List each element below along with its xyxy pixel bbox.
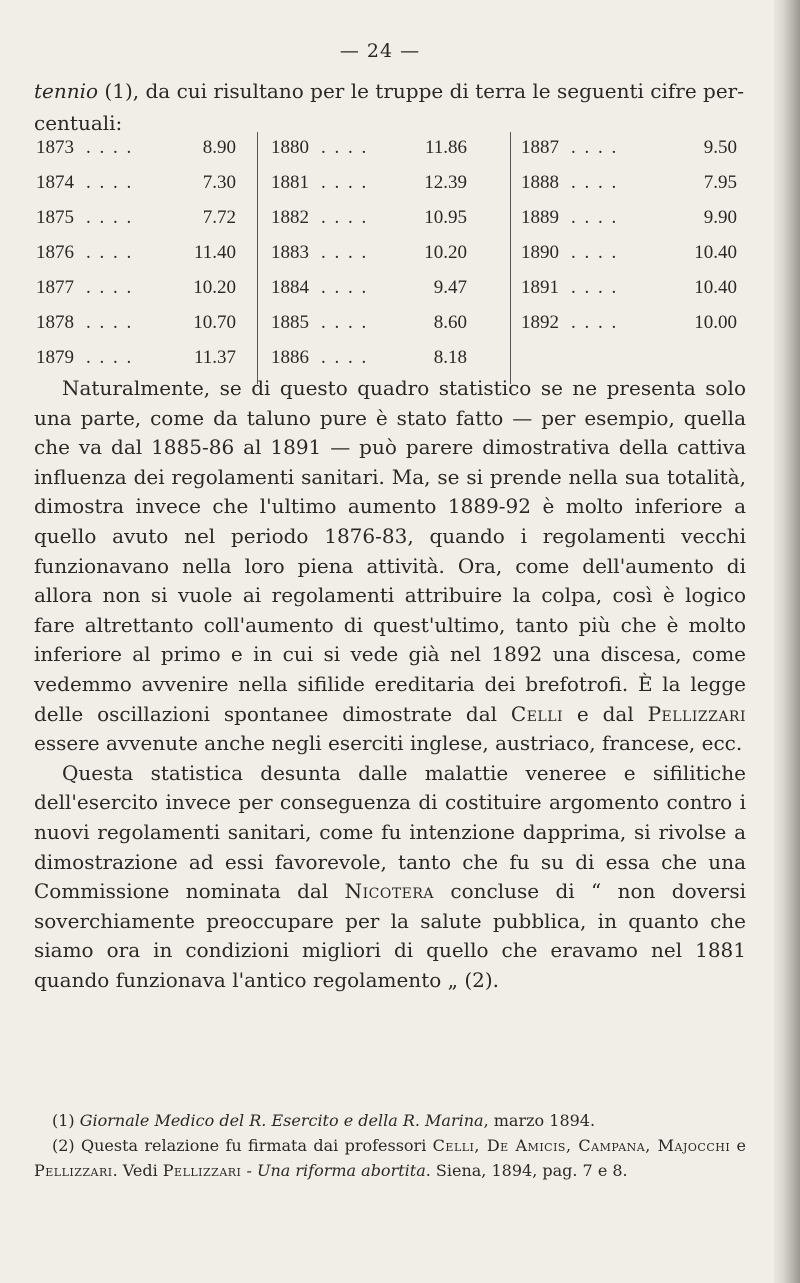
year-cell: 1874 [36,172,74,193]
text-run: (2) Questa relazione fu firmata dai professori [52,1136,433,1155]
text-run: e dal [563,701,648,726]
leader-dots: . . . . [86,277,134,298]
table-row [521,200,737,235]
year-cell: 1882 [271,207,309,228]
value-cell: 8.60 [433,312,467,333]
table-row [521,165,737,200]
year-cell: 1884 [271,277,309,298]
year-cell: 1890 [521,242,559,263]
author-name: Celli [510,701,564,726]
year-cell: 1877 [36,277,74,298]
leader-dots: . . . . [86,312,134,333]
text-run: . Vedi [112,1161,163,1180]
leader-dots: . . . . [571,242,619,263]
value-cell: 10.00 [694,312,737,333]
value-cell: 9.50 [703,137,737,158]
body-text [34,374,746,995]
table-row [271,130,467,165]
year-cell: 1879 [36,347,74,368]
year-cell: 1878 [36,312,74,333]
text-run: Questa statistica desunta dalle malattie veneree e sifilitiche dell'esercito invece per conseguenza di costituire argomento contro i nuovi regolamenti sanitari, come fu intenzione dapprima, si rivolse a dimostrazione ad essi favorevole, tanto che fu su di essa che una Commissione nominata dal [34,760,746,904]
leader-dots: . . . . [571,312,619,333]
leader-dots: . . . . [321,207,369,228]
year-cell: 1887 [521,137,559,158]
value-cell: 7.30 [202,172,236,193]
column-rule [257,132,258,384]
value-cell: 11.40 [193,242,236,263]
value-cell: 11.86 [424,137,467,158]
intro-italic: tennio [34,79,99,103]
table-row [271,270,467,305]
table-row [36,305,236,340]
table-row [36,235,236,270]
author-name: Pellizzari [647,701,746,726]
leader-dots: . . . . [321,242,369,263]
table-row [36,270,236,305]
book-title: Una riforma abortita [256,1161,426,1180]
leader-dots: . . . . [321,172,369,193]
year-cell: 1886 [271,347,309,368]
paragraph [34,374,746,759]
table-row [271,200,467,235]
table-row [521,270,737,305]
leader-dots: . . . . [571,207,619,228]
value-cell: 11.37 [193,347,236,368]
leader-dots: . . . . [571,137,619,158]
value-cell: 12.39 [424,172,467,193]
year-cell: 1891 [521,277,559,298]
table-row [271,235,467,270]
year-cell: 1889 [521,207,559,228]
table-row [271,340,467,375]
text-run: . Siena, 1894, pag. 7 e 8. [425,1161,628,1180]
text-run: essere avvenute anche negli eserciti inglese, austriaco, francese, ecc. [34,731,743,756]
leader-dots: . . . . [321,277,369,298]
text-run: - [241,1161,257,1180]
table-column-1 [36,130,236,375]
value-cell: 10.20 [424,242,467,263]
leader-dots: . . . . [321,347,369,368]
year-cell: 1881 [271,172,309,193]
value-cell: 10.40 [694,242,737,263]
author-names: Celli, De Amicis, Campana, Majocchi [432,1136,731,1155]
year-cell: 1873 [36,137,74,158]
leader-dots: . . . . [321,312,369,333]
table-row [521,130,737,165]
leader-dots: . . . . [571,277,619,298]
leader-dots: . . . . [86,242,134,263]
value-cell: 9.47 [433,277,467,298]
leader-dots: . . . . [86,207,134,228]
year-cell: 1880 [271,137,309,158]
value-cell: 10.70 [193,312,236,333]
value-cell: 10.40 [694,277,737,298]
table-row [36,130,236,165]
year-cell: 1883 [271,242,309,263]
value-cell: 10.20 [193,277,236,298]
footnote-1 [34,1108,746,1133]
table-row [271,165,467,200]
journal-title: Giornale Medico del R. Esercito e della R. Marina [79,1111,484,1130]
value-cell: 7.72 [202,207,236,228]
leader-dots: . . . . [86,172,134,193]
text-run: e [730,1136,747,1155]
column-rule [510,132,511,384]
year-cell: 1888 [521,172,559,193]
value-cell: 7.95 [703,172,737,193]
text-run: Naturalmente, se di questo quadro statistico se ne presenta solo una parte, come da taluno pure è stato fatto — per esempio, quella che va dal 1885-86 al 1891 — può parere dimostrativa della cattiva influenza dei regolamenti sanitari. Ma, se si prende nella sua totalità, dimostra invece che l'ultimo aumento 1889-92 è molto inferiore a quello avuto nel periodo 1876-83, quando i regolamenti vecchi funzionavano nella loro piena attività. Ora, come dell'aumento di allora non si vuole ai regolamenti attribuire la colpa, così è logico fare altrettanto coll'aumento di quest'ultimo, tanto più che è molto inferiore al primo e in cui si vede già nel 1892 una discesa, come vedemmo avvenire nella sifilide ereditaria dei brefotrofi. È la legge delle oscillazioni spontanee dimostrate dal [34,376,746,726]
author-name: Pellizzari [34,1161,113,1180]
intro-text: (1), da cui risultano per le truppe di terra le seguenti cifre per-centuali: [34,79,744,135]
value-cell: 8.90 [202,137,236,158]
value-cell: 10.95 [424,207,467,228]
footnote-marker: (1) [52,1111,80,1130]
value-cell: 8.18 [433,347,467,368]
year-cell: 1892 [521,312,559,333]
text-run: concluse di “ non doversi soverchiamente preoccupare per la salute pubblica, in quanto che siamo ora in condizioni migliori di quello che eravamo nel 1881 quando funzionava l'antico regolamento „ (2). [34,879,746,992]
paragraph [34,759,746,996]
footnotes [34,1108,746,1183]
table-row [271,305,467,340]
author-name: Pellizzari [162,1161,242,1180]
table-row [36,165,236,200]
table-row [36,200,236,235]
year-cell: 1885 [271,312,309,333]
table-row [521,305,737,340]
table-column-3 [521,130,737,340]
year-cell: 1876 [36,242,74,263]
page-number: — 24 — [339,40,421,62]
leader-dots: . . . . [321,137,369,158]
table-row [521,235,737,270]
table-column-2 [271,130,467,375]
leader-dots: . . . . [86,347,134,368]
footnote-2 [34,1133,746,1183]
table-row [36,340,236,375]
leader-dots: . . . . [86,137,134,158]
value-cell: 9.90 [703,207,737,228]
year-cell: 1875 [36,207,74,228]
page-edge-shadow [774,0,800,1283]
author-name: Nicotera [344,879,435,904]
leader-dots: . . . . [571,172,619,193]
text-run: , marzo 1894. [483,1111,596,1130]
